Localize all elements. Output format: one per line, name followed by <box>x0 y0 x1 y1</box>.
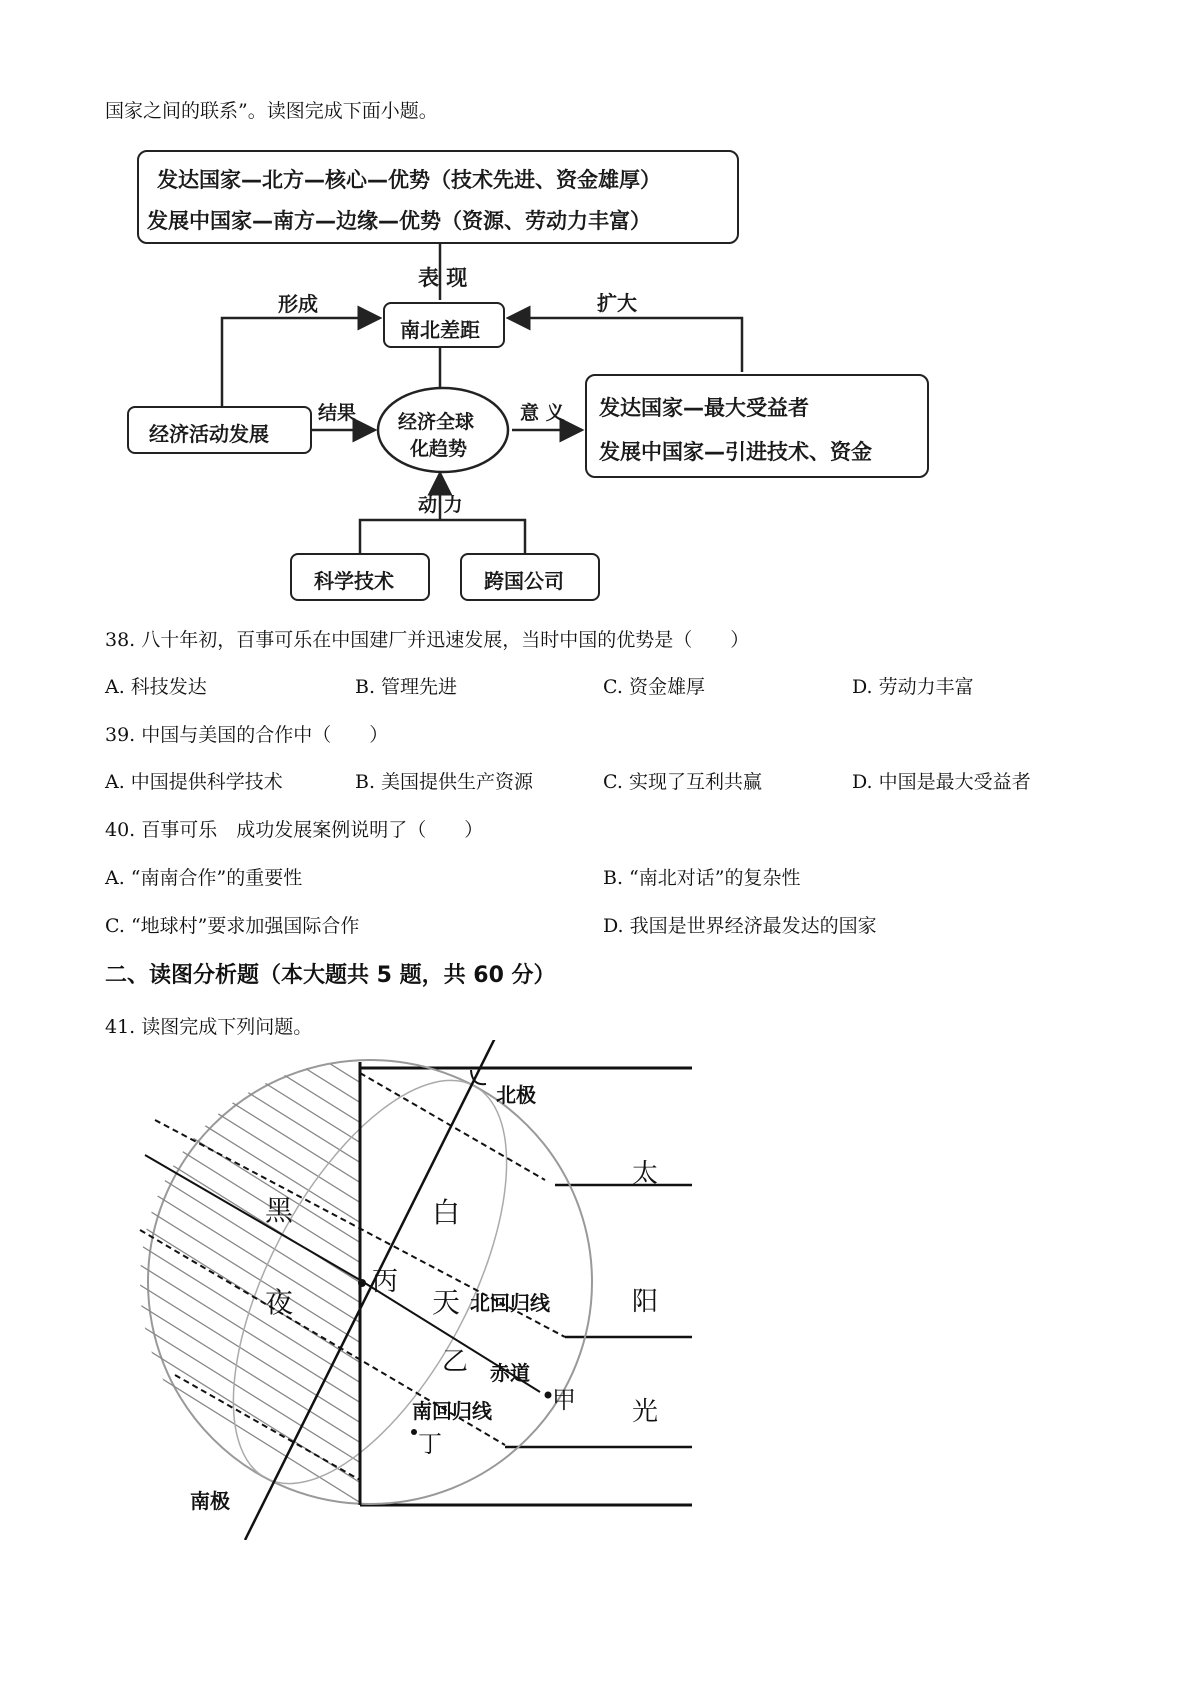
intro-line: 国家之间的联系”。读图完成下面小题。 <box>105 100 438 122</box>
label-south-pole: 南极 <box>190 1489 230 1513</box>
equator-night <box>145 1155 360 1280</box>
label-jia: 甲 <box>552 1386 576 1414</box>
top-box-line1: 发达国家—北方—核心—优势（技术先进、资金雄厚） <box>157 168 661 192</box>
dongli-bracket <box>360 520 525 555</box>
point-ding <box>411 1429 417 1435</box>
question-40-stem: 40. 百事可乐 成功发展案例说明了（ ） <box>105 819 484 841</box>
label-yiyi: 意 义 <box>520 402 565 424</box>
label-kuoda: 扩大 <box>597 291 637 315</box>
q38-option-b: B. 管理先进 <box>355 676 458 698</box>
node-keji <box>290 553 430 601</box>
label-yi: 乙 <box>442 1347 469 1377</box>
node-globalization-l1: 经济全球 <box>398 411 475 433</box>
q38-option-a: A. 科技发达 <box>105 676 207 698</box>
label-sun-3: 光 <box>632 1397 659 1427</box>
label-tropic-cancer: 北回归线 <box>470 1291 550 1315</box>
label-jieguo: 结果 <box>318 402 357 424</box>
q39-option-a: A. 中国提供科学技术 <box>105 771 283 793</box>
label-north-pole: 北极 <box>496 1083 536 1107</box>
right-box-line2: 发展中国家—引进技术、资金 <box>599 440 872 464</box>
node-kuaguo <box>460 553 600 601</box>
label-tropic-capricorn: 南回归线 <box>412 1399 492 1423</box>
label-bing: 丙 <box>372 1267 399 1297</box>
section-title: 二、读图分析题（本大题共 5 题，共 60 分） <box>105 963 556 988</box>
kuoda-arrow <box>508 318 742 372</box>
node-jingji-huodong <box>127 406 312 454</box>
right-box-line1: 发达国家—最大受益者 <box>599 396 809 420</box>
q38-option-c: C. 资金雄厚 <box>603 676 705 698</box>
q39-option-b: B. 美国提供生产资源 <box>355 771 534 793</box>
node-jingji-huodong-label: 经济活动发展 <box>149 422 269 446</box>
q40-option-b: B. “南北对话”的复杂性 <box>603 867 801 889</box>
node-nanbei <box>383 302 505 348</box>
label-black: 黑 <box>265 1194 294 1227</box>
question-41-stem: 41. 读图完成下列问题。 <box>105 1016 313 1038</box>
label-ding: 丁 <box>418 1430 442 1458</box>
node-keji-label: 科学技术 <box>314 569 394 593</box>
globe-diagram <box>0 1040 1200 1540</box>
point-jia <box>545 1392 552 1399</box>
label-sun-2: 阳 <box>632 1287 659 1317</box>
point-bing <box>358 1279 366 1287</box>
label-day: 天 <box>432 1286 461 1319</box>
q40-option-d: D. 我国是世界经济最发达的国家 <box>603 915 877 937</box>
q39-option-d: D. 中国是最大受益者 <box>852 771 1031 793</box>
label-equator: 赤道 <box>490 1361 530 1385</box>
label-dongli: 动 力 <box>418 494 463 516</box>
label-biaoxian: 表 现 <box>418 266 468 290</box>
q40-option-a: A. “南南合作”的重要性 <box>105 867 303 889</box>
label-xingcheng: 形成 <box>278 292 318 316</box>
top-box-line2: 发展中国家—南方—边缘—优势（资源、劳动力丰富） <box>147 209 651 233</box>
node-globalization-l2: 化趋势 <box>410 438 468 460</box>
question-39-stem: 39. 中国与美国的合作中（ ） <box>105 724 389 746</box>
node-kuaguo-label: 跨国公司 <box>484 569 564 593</box>
label-white: 白 <box>432 1196 461 1229</box>
node-nanbei-label: 南北差距 <box>400 318 480 342</box>
label-night: 夜 <box>265 1286 294 1319</box>
meridian-ellipse <box>177 1040 562 1525</box>
top-box <box>137 150 739 244</box>
right-box <box>585 374 929 478</box>
xingcheng-arrow <box>222 318 380 408</box>
q38-option-d: D. 劳动力丰富 <box>852 676 974 698</box>
q39-option-c: C. 实现了互利共赢 <box>603 771 762 793</box>
label-sun-1: 太 <box>632 1159 659 1189</box>
q40-option-c: C. “地球村”要求加强国际合作 <box>105 915 360 937</box>
question-38-stem: 38. 八十年初，百事可乐在中国建厂并迅速发展，当时中国的优势是（ ） <box>105 629 750 651</box>
globe-outline <box>148 1060 592 1504</box>
